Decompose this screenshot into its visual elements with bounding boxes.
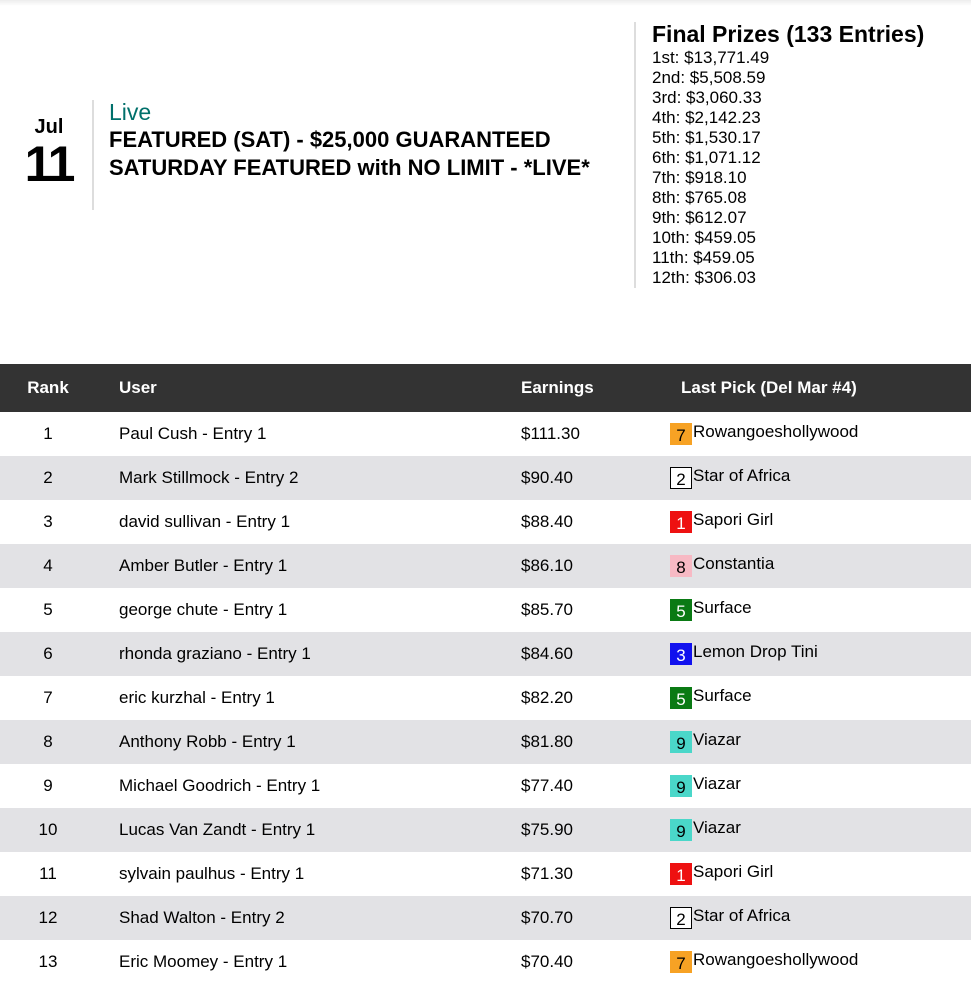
post-position-badge: 9 — [670, 775, 692, 797]
post-position-badge: 2 — [670, 467, 692, 489]
header-user[interactable]: User — [119, 378, 157, 397]
horse-name: Surface — [693, 598, 752, 617]
prize-line: 12th: $306.03 — [652, 268, 756, 287]
last-pick-cell — [670, 599, 752, 621]
rank-cell: 11 — [39, 864, 57, 883]
last-pick-cell — [670, 423, 858, 445]
rank-cell: 13 — [38, 952, 58, 971]
earnings-cell: $75.90 — [521, 820, 573, 839]
user-cell[interactable]: sylvain paulhus - Entry 1 — [119, 864, 305, 883]
earnings-cell: $85.70 — [521, 600, 573, 619]
last-pick-cell — [670, 511, 773, 533]
horse-name: Star of Africa — [693, 906, 791, 925]
prize-line: 4th: $2,142.23 — [652, 108, 761, 127]
horse-name: Star of Africa — [693, 466, 791, 485]
post-position-badge: 1 — [670, 863, 692, 885]
prize-line: 6th: $1,071.12 — [652, 148, 761, 167]
prize-line: 8th: $765.08 — [652, 188, 747, 207]
rank-cell: 6 — [43, 644, 53, 663]
rank-cell: 12 — [38, 908, 58, 927]
table-row[interactable] — [0, 500, 971, 544]
final-prizes — [652, 20, 967, 288]
prize-line: 5th: $1,530.17 — [652, 128, 761, 147]
prizes-title: Final Prizes (133 Entries) — [652, 21, 925, 47]
table-row[interactable] — [0, 764, 971, 808]
earnings-cell: $70.40 — [521, 952, 573, 971]
last-pick-cell — [670, 863, 773, 885]
last-pick-cell — [670, 907, 790, 929]
user-cell[interactable]: Paul Cush - Entry 1 — [119, 424, 267, 443]
table-row[interactable] — [0, 456, 971, 500]
event-day: 11 — [24, 136, 74, 192]
table-row[interactable] — [0, 896, 971, 940]
earnings-cell: $82.20 — [521, 688, 573, 707]
horse-name: Constantia — [693, 554, 775, 573]
header-last-pick[interactable]: Last Pick (Del Mar #4) — [681, 378, 857, 397]
table-header — [0, 364, 971, 412]
user-cell[interactable]: Anthony Robb - Entry 1 — [119, 732, 296, 751]
last-pick-cell — [670, 643, 818, 665]
table-row[interactable] — [0, 940, 971, 981]
horse-name: Viazar — [693, 774, 741, 793]
event-date — [18, 116, 80, 190]
post-position-badge: 5 — [670, 687, 692, 709]
user-cell[interactable]: eric kurzhal - Entry 1 — [119, 688, 275, 707]
prizes-divider — [634, 22, 636, 288]
table-body — [0, 412, 971, 981]
user-cell[interactable]: david sullivan - Entry 1 — [119, 512, 291, 531]
earnings-cell: $71.30 — [521, 864, 573, 883]
rank-cell: 9 — [43, 776, 53, 795]
earnings-cell: $81.80 — [521, 732, 573, 751]
post-position-badge: 7 — [670, 951, 692, 973]
event-info — [109, 98, 619, 182]
table-row[interactable] — [0, 720, 971, 764]
event-status: Live — [109, 99, 152, 125]
post-position-badge: 5 — [670, 599, 692, 621]
last-pick-cell — [670, 731, 741, 753]
rank-cell: 2 — [43, 468, 53, 487]
user-cell[interactable]: george chute - Entry 1 — [119, 600, 288, 619]
post-position-badge: 8 — [670, 555, 692, 577]
horse-name: Lemon Drop Tini — [693, 642, 818, 661]
event-month: Jul — [34, 116, 64, 138]
rank-cell: 5 — [43, 600, 53, 619]
earnings-cell: $70.70 — [521, 908, 573, 927]
horse-name: Viazar — [693, 730, 741, 749]
earnings-cell: $90.40 — [521, 468, 573, 487]
top-shadow — [0, 0, 971, 6]
table-row[interactable] — [0, 852, 971, 896]
rank-cell: 3 — [43, 512, 53, 531]
user-cell[interactable]: Amber Butler - Entry 1 — [119, 556, 288, 575]
user-cell[interactable]: Lucas Van Zandt - Entry 1 — [119, 820, 316, 839]
rank-cell: 10 — [38, 820, 58, 839]
horse-name: Sapori Girl — [693, 510, 774, 529]
user-cell[interactable]: Shad Walton - Entry 2 — [119, 908, 285, 927]
table-row[interactable] — [0, 588, 971, 632]
post-position-badge: 9 — [670, 731, 692, 753]
last-pick-cell — [670, 819, 741, 841]
prize-list — [652, 48, 967, 288]
event-title: FEATURED (SAT) - $25,000 GUARANTEED SATURDAY FEATURED with NO LIMIT - *LIVE* — [109, 127, 590, 180]
horse-name: Viazar — [693, 818, 741, 837]
last-pick-cell — [670, 555, 774, 577]
header-earnings[interactable]: Earnings — [521, 378, 594, 397]
post-position-badge: 7 — [670, 423, 692, 445]
table-row[interactable] — [0, 412, 971, 456]
last-pick-cell — [670, 775, 741, 797]
earnings-cell: $111.30 — [521, 424, 580, 443]
user-cell[interactable]: Mark Stillmock - Entry 2 — [119, 468, 299, 487]
table-row[interactable] — [0, 676, 971, 720]
leaderboard-table — [0, 364, 971, 981]
table-row[interactable] — [0, 632, 971, 676]
table-row[interactable] — [0, 808, 971, 852]
prize-line: 2nd: $5,508.59 — [652, 68, 766, 87]
rank-cell: 7 — [43, 688, 53, 707]
date-divider — [92, 100, 94, 210]
prize-line: 9th: $612.07 — [652, 208, 747, 227]
earnings-cell: $77.40 — [521, 776, 573, 795]
last-pick-cell — [670, 687, 752, 709]
horse-name: Sapori Girl — [693, 862, 774, 881]
prize-line: 10th: $459.05 — [652, 228, 756, 247]
table-row[interactable] — [0, 544, 971, 588]
rank-cell: 4 — [43, 556, 53, 575]
prize-line: 3rd: $3,060.33 — [652, 88, 762, 107]
prize-line: 11th: $459.05 — [652, 248, 755, 267]
header-rank[interactable]: Rank — [27, 378, 69, 397]
user-cell[interactable]: Eric Moomey - Entry 1 — [119, 952, 288, 971]
rank-cell: 1 — [43, 424, 53, 443]
prize-line: 7th: $918.10 — [652, 168, 747, 187]
last-pick-cell — [670, 951, 858, 973]
rank-cell: 8 — [43, 732, 53, 751]
horse-name: Rowangoeshollywood — [693, 422, 859, 441]
earnings-cell: $86.10 — [521, 556, 573, 575]
earnings-cell: $84.60 — [521, 644, 573, 663]
post-position-badge: 3 — [670, 643, 692, 665]
post-position-badge: 9 — [670, 819, 692, 841]
post-position-badge: 2 — [670, 907, 692, 929]
horse-name: Rowangoeshollywood — [693, 950, 859, 969]
prize-line: 1st: $13,771.49 — [652, 48, 770, 67]
horse-name: Surface — [693, 686, 752, 705]
post-position-badge: 1 — [670, 511, 692, 533]
user-cell[interactable]: rhonda graziano - Entry 1 — [119, 644, 311, 663]
last-pick-cell — [670, 467, 790, 489]
user-cell[interactable]: Michael Goodrich - Entry 1 — [119, 776, 321, 795]
earnings-cell: $88.40 — [521, 512, 573, 531]
